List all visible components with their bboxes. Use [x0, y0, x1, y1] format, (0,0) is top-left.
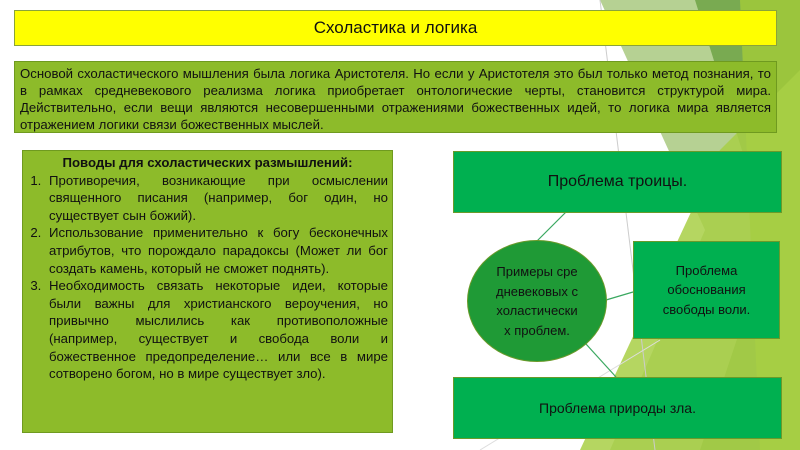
- problem-free-will-box: Проблема обоснования свободы воли.: [633, 241, 780, 339]
- list-item: 1. Противоречия, возникающие при осмыслении священного писания (например, бог один, но существует сын божий).: [45, 172, 388, 225]
- problem-evil-box: Проблема природы зла.: [453, 377, 782, 439]
- reasons-heading: Поводы для схоластических размышлений:: [62, 155, 353, 170]
- slide-title: Схоластика и логика: [14, 10, 777, 46]
- intro-paragraph: Основой схоластического мышления была логика Аристотеля. Но если у Аристотеля это был только метод познания, то в рамках средневекового реализма логика приобретает онтологические черты, становится структурой мира. Действительно, если вещи являются несовершенными отражениями божественных идей, то логика мира является отражением логики связи божественных мыслей.: [14, 61, 777, 133]
- list-item: 3. Необходимость связать некоторые идеи, которые были важны для христианского вероучения, но привычно мыслились как противоположные (например, существует и свобода воли и божественное предопределение… или все в мире сотворено богом, но в мире существует зло).: [45, 277, 388, 383]
- problem-trinity-box: Проблема троицы.: [453, 151, 782, 213]
- list-item: 2. Использование применительно к богу бесконечных атрибутов, что порождало парадоксы (Может ли бог создать камень, который не сможет поднять).: [45, 224, 388, 277]
- center-circle: [467, 240, 607, 362]
- center-circle-label: Примеры средневековых схоластических проблем.: [496, 264, 578, 338]
